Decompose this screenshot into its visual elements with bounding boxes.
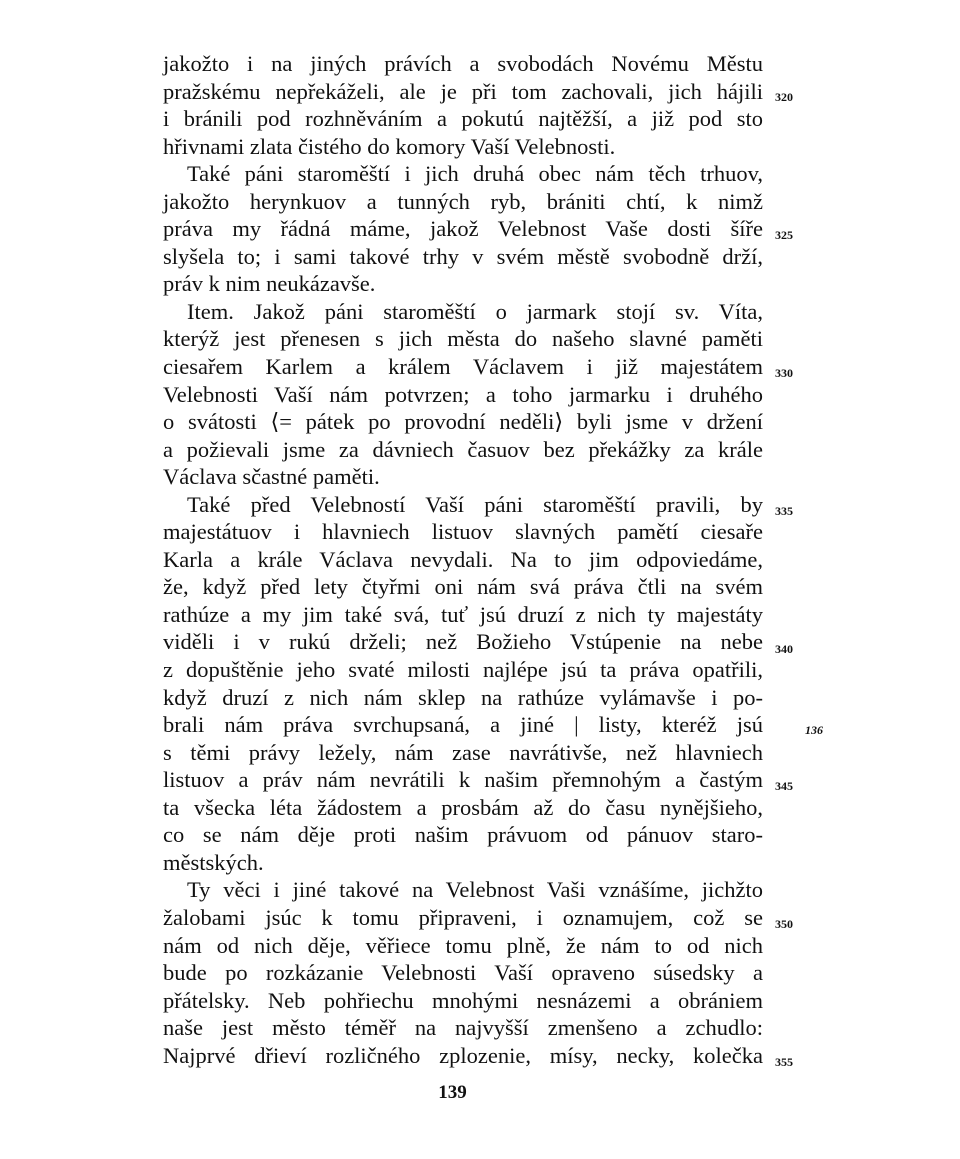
text-line: ta všecka léta žádostem a prosbám až do času nynějšieho, xyxy=(163,794,763,820)
line-number-345: 345 xyxy=(775,779,793,793)
line-number-350: 350 xyxy=(775,917,793,931)
text-line: brali nám práva svrchupsaná, a jiné | listy, kteréž jsú xyxy=(163,712,763,738)
main-text xyxy=(163,50,763,1069)
text-line: když druzí z nich nám sklep na rathúze vylámavše i po- xyxy=(163,684,763,710)
text-line: Karla a krále Václava nevydali. Na to jim odpoviedáme, xyxy=(163,546,763,572)
text-line: o svátosti ⟨= pátek po provodní neděli⟩ byli jsme v držení xyxy=(163,409,763,435)
text-line: hřivnami zlata čistého do komory Vaší Velebnosti. xyxy=(163,133,616,159)
text-line: bude po rozkázanie Velebnosti Vaší opraveno súsedsky a xyxy=(163,960,763,986)
text-line: že, když před lety čtyřmi oni nám svá práva čtli na svém xyxy=(163,574,763,600)
text-line: listuov a práv nám nevrátili k našim přemnohým a častým xyxy=(163,767,763,793)
line-number-335: 335 xyxy=(775,504,793,518)
text-line: žalobami jsúc k tomu připraveni, i oznamujem, což se xyxy=(163,904,763,930)
text-line: s těmi právy ležely, nám zase navrátivše, než hlavniech xyxy=(163,739,763,765)
text-line: ciesařem Karlem a králem Václavem i již majestátem xyxy=(163,354,763,380)
text-line: pražskému nepřekáželi, ale je při tom zachovali, jich hájili xyxy=(163,78,763,104)
text-line: naše jest město téměř na najvyšší zmenšeno a zchudlo: xyxy=(163,1015,763,1041)
text-line: rathúze a my jim také svá, tuť jsú druzí z nich ty majestáty xyxy=(163,601,763,627)
line-number-320: 320 xyxy=(775,90,793,104)
text-line: viděli i v rukú drželi; než Božieho Vstúpenie na nebe xyxy=(163,629,763,655)
text-line: Item. Jakož páni staroměští o jarmark stojí sv. Víta, xyxy=(187,298,763,324)
text-line: Najprvé dřieví rozličného zplozenie, mísy, necky, kolečka xyxy=(163,1042,763,1068)
text-line: Také před Velebností Vaší páni staroměští pravili, by xyxy=(187,491,763,517)
text-line: z dopuštěnie jeho svaté milosti najlépe jsú ta práva opatřili, xyxy=(163,657,763,683)
folio-marker: 136 xyxy=(805,723,823,737)
text-line: Velebnosti Vaší nám potvrzen; a toho jarmarku i druhého xyxy=(163,381,763,407)
text-line: práv k nim neukázavše. xyxy=(163,271,376,297)
line-number-355: 355 xyxy=(775,1055,793,1069)
text-line: Ty věci i jiné takové na Velebnost Vaši vznášíme, jichžto xyxy=(187,877,763,903)
line-number-325: 325 xyxy=(775,228,793,242)
text-line: práva my řádná máme, jakož Velebnost Vaše dosti šíře xyxy=(163,216,763,242)
text-line: Václava sčastné paměti. xyxy=(163,464,380,490)
text-line: jakožto herynkuov a tunných ryb, brániti chtí, k nimž xyxy=(163,188,763,214)
text-line: Také páni staroměští i jich druhá obec nám těch trhuov, xyxy=(187,161,763,187)
text-line: kterýž jest přenesen s jich města do našeho slavné paměti xyxy=(163,326,763,352)
line-number-340: 340 xyxy=(775,642,793,656)
text-line: i bránili pod rozhněváním a pokutú najtěžší, a již pod sto xyxy=(163,106,763,132)
text-line: slyšela to; i sami takové trhy v svém městě svobodně drží, xyxy=(163,243,763,269)
text-line: nám od nich děje, věřiece tomu plně, že nám to od nich xyxy=(163,932,763,958)
line-number-330: 330 xyxy=(775,366,793,380)
page-number: 139 xyxy=(438,1082,467,1103)
text-line: městských. xyxy=(163,849,264,875)
text-line: jakožto i na jiných právích a svobodách Novému Městu xyxy=(163,51,763,76)
text-line: majestátuov i hlavniech listuov slavných pamětí ciesaře xyxy=(163,519,763,545)
text-line: a požievali jsme za dávniech časuov bez překážky za krále xyxy=(163,436,763,462)
text-line: přátelsky. Neb pohřiechu mnohými nesnázemi a obrániem xyxy=(163,987,763,1013)
text-line: co se nám děje proti našim právuom od pánuov staro- xyxy=(163,822,763,848)
